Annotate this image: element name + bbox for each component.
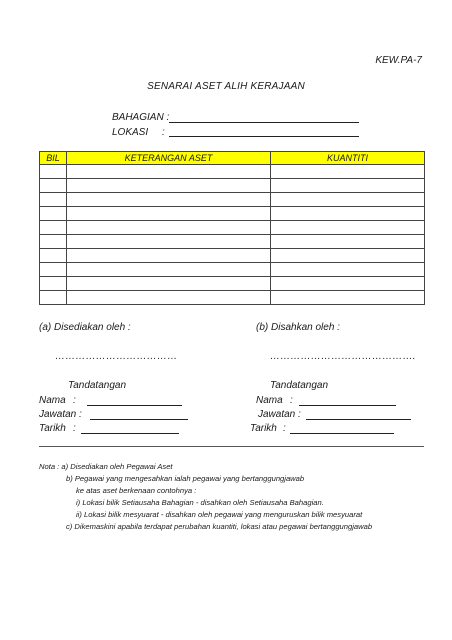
prepared-by-tarikh-label: Tarikh: [39, 423, 66, 434]
table-row: [40, 277, 425, 291]
approved-by-nama-colon: :: [290, 395, 293, 406]
prepared-by-nama-colon: :: [73, 395, 76, 406]
prepared-by-jawatan-label: Jawatan :: [39, 409, 82, 420]
kuantiti-cell[interactable]: [271, 277, 425, 291]
table-row: [40, 179, 425, 193]
table-row: [40, 235, 425, 249]
asset-table: [39, 151, 425, 305]
keterangan-aset-cell[interactable]: [67, 277, 271, 291]
prepared-by-signature-label: Tandatangan: [68, 380, 127, 391]
kuantiti-cell[interactable]: [271, 165, 425, 179]
lokasi-colon: :: [162, 127, 165, 138]
bil-cell[interactable]: [40, 221, 67, 235]
keterangan-aset-cell[interactable]: [67, 165, 271, 179]
asset-table-body: [40, 165, 425, 305]
approved-by-tarikh-field[interactable]: [290, 433, 394, 434]
table-row: [40, 221, 425, 235]
table-header-row: [40, 152, 425, 165]
lokasi-label: LOKASI: [112, 127, 149, 138]
kuantiti-cell[interactable]: [271, 221, 425, 235]
prepared-by-tarikh-field[interactable]: [81, 433, 179, 434]
prepared-by-nama-field[interactable]: [87, 405, 182, 406]
bil-cell[interactable]: [40, 277, 67, 291]
bil-cell[interactable]: [40, 263, 67, 277]
bil-cell[interactable]: [40, 193, 67, 207]
bil-cell[interactable]: [40, 179, 67, 193]
note-line-c: c) Dikemaskini apabila terdapat perubahan kuantiti, lokasi atau pegawai bertanggungjawab: [66, 522, 373, 531]
approved-by-nama-field[interactable]: [299, 405, 396, 406]
approved-by-jawatan-field[interactable]: [306, 419, 411, 420]
approved-by-signature-label: Tandatangan: [270, 380, 329, 391]
keterangan-aset-cell[interactable]: [67, 221, 271, 235]
kuantiti-cell[interactable]: [271, 207, 425, 221]
prepared-by-heading: (a) Disediakan oleh :: [39, 322, 131, 333]
table-row: [40, 249, 425, 263]
col-header-keterangan-aset: KETERANGAN ASET: [67, 152, 271, 165]
note-line-b-cont: ke atas aset berkenaan contohnya :: [76, 486, 197, 495]
keterangan-aset-cell[interactable]: [67, 193, 271, 207]
approved-by-heading: (b) Disahkan oleh :: [256, 322, 340, 333]
note-line-a: Nota : a) Disediakan oleh Pegawai Aset: [39, 462, 173, 471]
bil-cell[interactable]: [40, 207, 67, 221]
table-row: [40, 263, 425, 277]
keterangan-aset-cell[interactable]: [67, 249, 271, 263]
prepared-by-nama-label: Nama: [39, 395, 66, 406]
kuantiti-cell[interactable]: [271, 249, 425, 263]
bil-cell[interactable]: [40, 249, 67, 263]
kuantiti-cell[interactable]: [271, 179, 425, 193]
note-line-b: b) Pegawai yang mengesahkan ialah pegawai yang bertanggungjawab: [66, 474, 305, 483]
keterangan-aset-cell[interactable]: [67, 179, 271, 193]
kuantiti-cell[interactable]: [271, 291, 425, 305]
note-line-i: i) Lokasi bilik Setiausaha Bahagian - disahkan oleh Setiausaha Bahagian.: [76, 498, 324, 507]
approved-by-tarikh-colon: :: [283, 423, 286, 434]
prepared-by-jawatan-field[interactable]: [90, 419, 188, 420]
bahagian-field[interactable]: [169, 122, 359, 123]
kuantiti-cell[interactable]: [271, 235, 425, 249]
table-row: [40, 165, 425, 179]
prepared-by-signature-line[interactable]: ………………………………: [55, 351, 178, 362]
prepared-by-tarikh-colon: :: [73, 423, 76, 434]
keterangan-aset-cell[interactable]: [67, 291, 271, 305]
col-header-kuantiti: KUANTITI: [271, 152, 425, 165]
col-header-bil: BIL: [40, 152, 67, 165]
keterangan-aset-cell[interactable]: [67, 235, 271, 249]
table-row: [40, 193, 425, 207]
approved-by-nama-label: Nama: [256, 395, 283, 406]
kuantiti-cell[interactable]: [271, 193, 425, 207]
note-line-ii: ii) Lokasi bilik mesyuarat - disahkan oleh pegawai yang menguruskan bilik mesyuarat: [76, 510, 363, 519]
bil-cell[interactable]: [40, 291, 67, 305]
approved-by-tarikh-label: Tarikh: [250, 423, 277, 434]
kuantiti-cell[interactable]: [271, 263, 425, 277]
approved-by-jawatan-label: Jawatan :: [258, 409, 301, 420]
table-row: [40, 291, 425, 305]
table-row: [40, 207, 425, 221]
section-divider: [39, 446, 424, 447]
bil-cell[interactable]: [40, 165, 67, 179]
form-code: KEW.PA-7: [375, 55, 422, 66]
approved-by-signature-line[interactable]: …………………………………….: [270, 351, 416, 362]
lokasi-field[interactable]: [169, 136, 359, 137]
bil-cell[interactable]: [40, 235, 67, 249]
bahagian-label: BAHAGIAN :: [112, 112, 170, 123]
page-title: SENARAI ASET ALIH KERAJAAN: [147, 81, 305, 92]
keterangan-aset-cell[interactable]: [67, 207, 271, 221]
keterangan-aset-cell[interactable]: [67, 263, 271, 277]
